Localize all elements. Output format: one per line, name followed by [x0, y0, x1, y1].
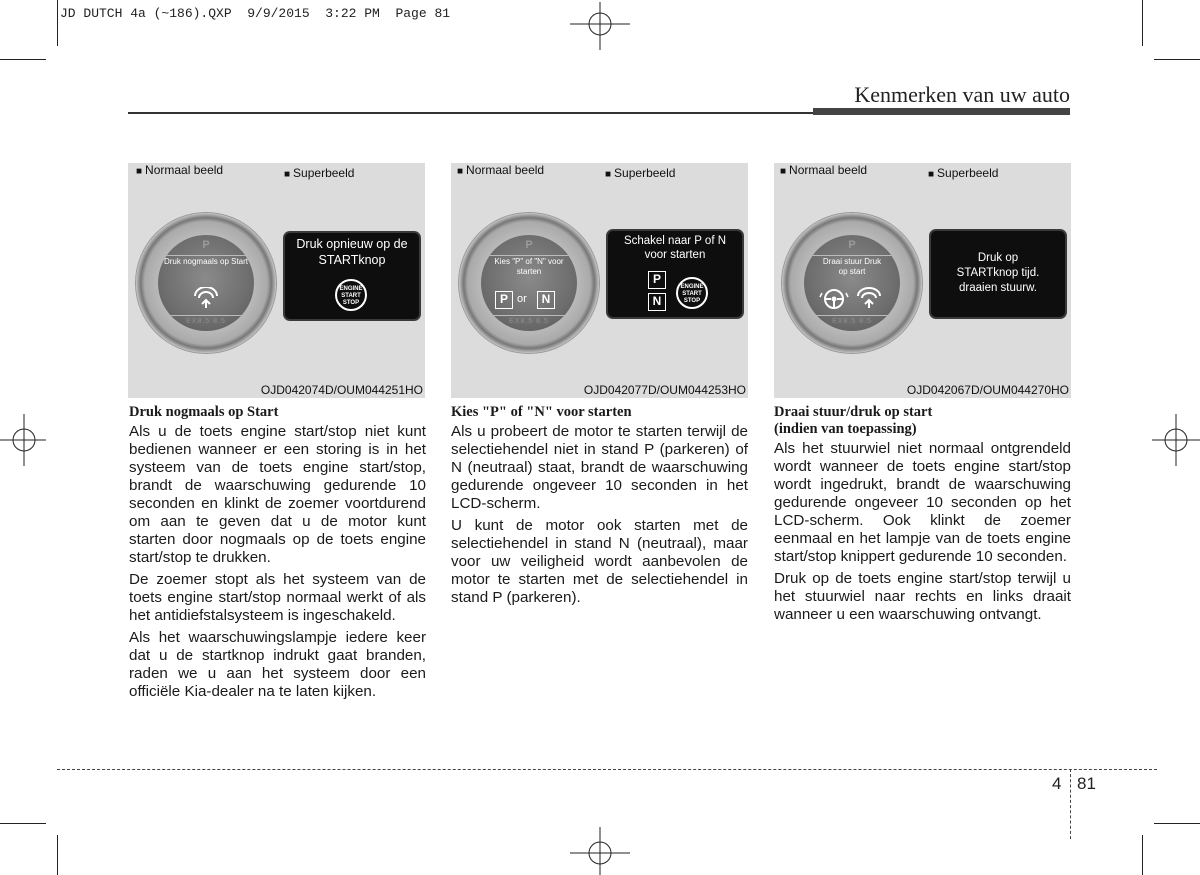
paragraph: Als u probeert de motor te starten terwijl de selectiehendel niet in stand P (parkeren) of N (neutraal) staat, brandt de waarschuwing gedurende ongeveer 10 seconden in het LCD-scherm. [451, 423, 748, 512]
crop-mark [1142, 0, 1143, 46]
registration-mark-icon [1152, 410, 1200, 470]
page-number: 81 [1077, 774, 1096, 793]
crop-mark [0, 823, 46, 824]
steering-wheel-icon [818, 287, 886, 311]
figure-label-super: ■ Superbeeld [284, 166, 355, 180]
figure-label-super: ■ Superbeeld [605, 166, 676, 180]
crop-mark [1154, 823, 1200, 824]
paragraph: Als u de toets engine start/stop niet kunt bedienen wanneer er een storing is in het systeem van de toets engine start/stop, brandt de waarschuwing gedurende 10 seconden en klinkt de zoemer voortdurend om aan te geven dat u de motor kunt starten door nogmaals op de toets engine start/stop te drukken. [129, 423, 426, 566]
figure-code: OJD042077D/OUM044253HO [583, 383, 746, 397]
gear-p-box: P [648, 271, 666, 289]
lcd-warning-text: Druk op STARTknop tijd. draaien stuurw. [956, 252, 1040, 294]
start-button-press-icon [192, 287, 220, 309]
crop-mark [0, 59, 46, 60]
cluster-gauge: P Draai stuur Druk op start EX8.5 8.5 [782, 213, 922, 353]
figure-draai-stuur [774, 163, 1071, 398]
header-rule [128, 112, 813, 114]
lcd-superbeeld [931, 231, 1065, 317]
paragraph: U kunt de motor ook starten met de selectiehendel in stand N (neutraal), maar voor uw veiligheid wordt aanbevolen de motor te starten met de selectiehendel in stand P (parkeren). [451, 517, 748, 606]
gauge-warning-text: Kies "P" of "N" voor starten [494, 257, 564, 276]
paragraph: Druk op de toets engine start/stop terwijl u het stuurwiel naar rechts en links draait wanneer u een waarschuwing ontvangt. [774, 570, 1071, 623]
engine-start-stop-button-icon: ENGINE START STOP [335, 279, 367, 311]
paragraph: Als het waarschuwingslampje iedere keer dat u de startknop indrukt gaat branden, raden we u aan het systeem door een officiële Kia-dealer na te laten kijken. [129, 629, 426, 700]
text-column-1 [129, 404, 426, 705]
registration-mark-icon [570, 2, 630, 52]
lcd-superbeeld [285, 233, 419, 319]
column-heading: Draai stuur/druk op start (indien van toepassing) [774, 404, 933, 437]
figure-druk-nogmaals [128, 163, 425, 398]
crop-mark [1142, 835, 1143, 875]
gear-p-n-icon [493, 291, 565, 309]
registration-mark-icon [0, 410, 46, 470]
crop-mark [57, 835, 58, 875]
paragraph: De zoemer stopt als het systeem van de toets engine start/stop normaal werkt of als het antidiefstalsysteem is ingeschakeld. [129, 571, 426, 624]
crop-mark [57, 0, 58, 46]
figure-label-normal: ■ Normaal beeld [780, 163, 868, 177]
figure-code: OJD042067D/OUM044270HO [906, 383, 1069, 397]
gear-n-box: N [537, 291, 555, 309]
figure-code: OJD042074D/OUM044251HO [260, 383, 423, 397]
lcd-warning-text: Druk opnieuw op de STARTknop [296, 237, 408, 267]
gear-n-box: N [648, 293, 666, 311]
header-rule-thick [813, 108, 1070, 115]
footer-dotted-divider [1070, 769, 1071, 839]
engine-start-stop-button-icon: ENGINE START STOP [676, 277, 708, 309]
crop-mark [1154, 59, 1200, 60]
figure-label-super: ■ Superbeeld [928, 166, 999, 180]
gear-p-box: P [495, 291, 513, 309]
text-column-2 [451, 404, 748, 611]
cluster-gauge: P Druk nogmaals op Start EX8.5 8.5 [136, 213, 276, 353]
registration-mark-icon [570, 825, 630, 875]
gauge-warning-text: Draai stuur Druk op start [822, 257, 882, 276]
section-title: Kenmerken van uw auto [854, 82, 1070, 107]
text-column-3 [774, 404, 1071, 628]
gauge-warning-text: Druk nogmaals op Start [163, 257, 249, 266]
figure-label-normal: ■ Normaal beeld [457, 163, 545, 177]
column-heading: Kies "P" of "N" voor starten [451, 404, 632, 420]
gear-or-text: or [517, 293, 527, 305]
cluster-gauge: P Kies "P" of "N" voor starten P or N EX8.5 8.5 [459, 213, 599, 353]
lcd-warning-text: Schakel naar P of N voor starten [623, 235, 727, 261]
column-heading: Druk nogmaals op Start [129, 404, 279, 420]
paragraph: Als het stuurwiel niet normaal ontgrendeld wordt wanneer de toets engine start/stop wordt ingedrukt, brandt de waarschuwing gedurende ongeveer 10 seconden op het LCD-scherm. Ook klinkt de zoemer eenmaal en het lampje van de toets engine start/stop knippert gedurende 10 seconden. [774, 440, 1071, 565]
chapter-number: 4 [1052, 774, 1062, 793]
print-slug: JD DUTCH 4a (~186).QXP 9/9/2015 3:22 PM Page 81 [60, 6, 451, 21]
figure-label-normal: ■ Normaal beeld [136, 163, 224, 177]
lcd-superbeeld [608, 231, 742, 317]
footer-dotted-rule [57, 769, 1157, 770]
figure-kies-p-of-n [451, 163, 748, 398]
